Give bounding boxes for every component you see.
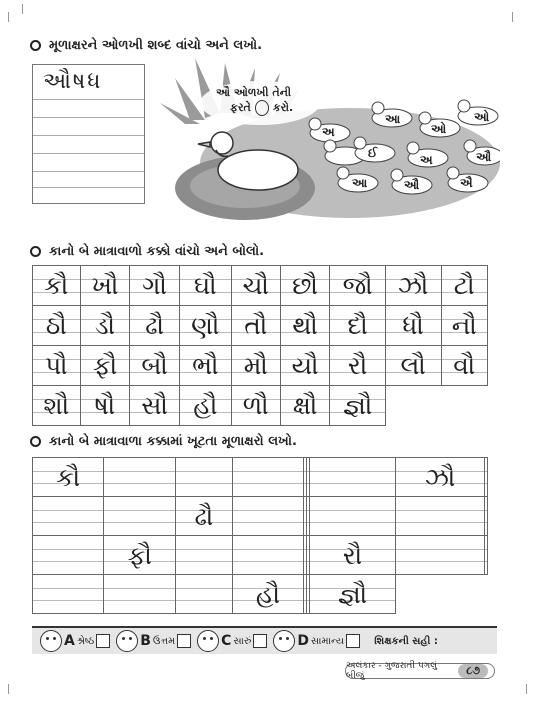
fill-cell[interactable]: હૌ — [255, 579, 281, 609]
letter-cell: ખૌ — [91, 271, 119, 300]
teacher-signature-label: શિક્ષકની સહી : — [374, 635, 438, 647]
duck-letter[interactable]: અ — [322, 125, 335, 139]
letter-cell: બૌ — [141, 351, 168, 380]
fill-cell[interactable] — [33, 536, 103, 574]
grade-a: A શ્રેષ્ઠ — [40, 630, 110, 652]
fill-cell[interactable] — [233, 536, 304, 574]
bullet-icon — [30, 40, 41, 51]
word-writing-box[interactable] — [32, 64, 145, 204]
crop-mark — [8, 12, 9, 22]
fill-cell[interactable] — [33, 575, 103, 613]
crop-mark — [8, 684, 9, 694]
circle-icon — [255, 100, 269, 116]
grading-bar — [32, 626, 497, 654]
crop-mark — [22, 4, 23, 14]
crop-mark — [526, 684, 527, 694]
letter-cell: તૌ — [244, 311, 268, 340]
fill-cell[interactable] — [485, 536, 487, 574]
section3-instruction: કાનો બે માત્રાવાળા કક્કામાં ખૂટતા મૂળાક્ષરો લખો. — [49, 434, 297, 449]
fill-cell[interactable] — [304, 536, 306, 574]
letter-cell: ષૌ — [94, 391, 116, 420]
fill-cell[interactable] — [176, 458, 231, 496]
fill-cell[interactable] — [233, 497, 304, 535]
duck-letter[interactable]: અ — [420, 153, 433, 167]
smiley-icon — [40, 630, 62, 652]
fill-cell[interactable] — [233, 458, 304, 496]
duck-letter[interactable]: આ — [385, 112, 401, 126]
fill-cell[interactable] — [33, 497, 103, 535]
letter-cell: કૌ — [44, 271, 69, 300]
fill-cell[interactable] — [485, 458, 487, 496]
letter-cell: ભૌ — [192, 351, 219, 380]
read-letters-grid — [32, 265, 488, 426]
grade-c-checkbox[interactable] — [253, 634, 267, 648]
letter-cell: યૌ — [291, 351, 319, 380]
fill-cell[interactable] — [304, 497, 306, 535]
page-footer — [345, 663, 495, 679]
section2-heading — [30, 244, 264, 259]
letter-cell: હૌ — [193, 391, 218, 420]
fill-cell[interactable] — [304, 575, 306, 613]
bullet-icon — [30, 436, 41, 447]
smiley-icon — [116, 630, 138, 652]
fill-cell[interactable] — [307, 536, 309, 574]
fill-cell[interactable]: ફૌ — [127, 540, 152, 570]
fill-cell[interactable] — [310, 458, 395, 496]
scene-instruction: ઔ ઓળખી તેની ફરતે કરો. — [216, 86, 294, 114]
duck-letter[interactable]: ઔ — [476, 150, 492, 164]
letter-cell: ઝૌ — [398, 271, 429, 300]
fill-cell[interactable] — [176, 536, 231, 574]
duck-letter[interactable]: ઈ — [368, 146, 378, 160]
letter-cell: ઢૌ — [145, 311, 165, 340]
letter-cell: ક્ષૌ — [292, 391, 318, 420]
smiley-icon — [197, 630, 219, 652]
fill-cell[interactable] — [396, 536, 484, 574]
letter-cell: લૌ — [400, 351, 426, 380]
fill-cell[interactable] — [304, 458, 306, 496]
duck-letter[interactable]: ઐ — [460, 176, 473, 190]
duck-pond-illustration — [150, 58, 500, 228]
letter-cell: ણૌ — [191, 311, 220, 340]
letter-cell: ફૌ — [92, 351, 118, 380]
section3-heading — [30, 434, 297, 449]
fill-cell[interactable] — [176, 575, 231, 613]
letter-cell: શૌ — [43, 391, 70, 420]
fill-cell[interactable]: કૌ — [56, 462, 81, 492]
letter-cell: ગૌ — [142, 271, 167, 300]
letter-cell: રૌ — [347, 351, 368, 380]
letter-cell: ધૌ — [402, 311, 424, 340]
section1-instruction: મૂળાક્ષરને ઓળખી શબ્દ વાંચો અને લખો. — [49, 38, 263, 53]
duck-letter[interactable]: ઓ — [474, 110, 490, 124]
letter-cell: ળૌ — [242, 391, 269, 420]
grade-d: D સામાન્ય — [273, 630, 360, 652]
fill-missing-grid[interactable] — [32, 457, 488, 614]
fill-cell[interactable]: ઝૌ — [424, 462, 456, 492]
smiley-icon — [273, 630, 295, 652]
fill-cell[interactable] — [104, 458, 175, 496]
letter-cell: મૌ — [243, 351, 268, 380]
letter-cell: છૌ — [292, 271, 318, 300]
letter-cell: ટૌ — [453, 271, 475, 300]
grade-b: B ઉત્તમ — [116, 630, 191, 652]
fill-cell[interactable] — [307, 575, 309, 613]
letter-cell: પૌ — [44, 351, 68, 380]
letter-cell: ઘૌ — [193, 271, 217, 300]
grade-a-checkbox[interactable] — [96, 634, 110, 648]
letter-cell: ચૌ — [242, 271, 269, 300]
duck-letter[interactable]: આ — [352, 176, 368, 190]
fill-cell[interactable] — [104, 497, 175, 535]
grade-d-checkbox[interactable] — [346, 634, 360, 648]
grade-b-checkbox[interactable] — [177, 634, 191, 648]
sample-word: ઔષધ — [43, 69, 103, 94]
letter-cell: સૌ — [141, 391, 168, 420]
book-title: અલંકાર - ગુજરાતી પગલું બીજું — [346, 661, 438, 681]
fill-cell[interactable] — [307, 497, 309, 535]
duck-letter[interactable]: ઔ — [404, 178, 420, 192]
fill-cell[interactable]: જ્ઞૌ — [337, 579, 368, 609]
section1-heading — [30, 38, 262, 53]
section2-instruction: કાનો બે માત્રાવાળો કક્કો વાંચો અને બોલો. — [49, 244, 265, 259]
letter-cell: થૌ — [292, 311, 318, 340]
fill-cell[interactable] — [485, 497, 487, 535]
crop-mark — [512, 12, 513, 22]
letter-cell: નૌ — [451, 311, 477, 340]
grade-c: C સારું — [197, 630, 267, 652]
letter-cell: ઠૌ — [45, 311, 67, 340]
letter-cell: જ્ઞૌ — [342, 391, 373, 420]
fill-cell[interactable] — [307, 458, 309, 496]
fill-cell[interactable]: રૌ — [342, 540, 363, 570]
fill-cell[interactable]: ઢૌ — [194, 501, 214, 531]
bullet-icon — [30, 246, 41, 257]
page-number: ૮૭ — [458, 664, 488, 678]
letter-cell: ડૌ — [94, 311, 116, 340]
fill-cell[interactable] — [104, 575, 175, 613]
letter-cell: જૌ — [342, 271, 373, 300]
fill-cell[interactable] — [396, 497, 484, 535]
letter-cell: વૌ — [453, 351, 476, 380]
letter-cell: દૌ — [347, 311, 368, 340]
duck-letter[interactable]: ઓ — [431, 122, 447, 136]
fill-cell[interactable] — [310, 497, 395, 535]
